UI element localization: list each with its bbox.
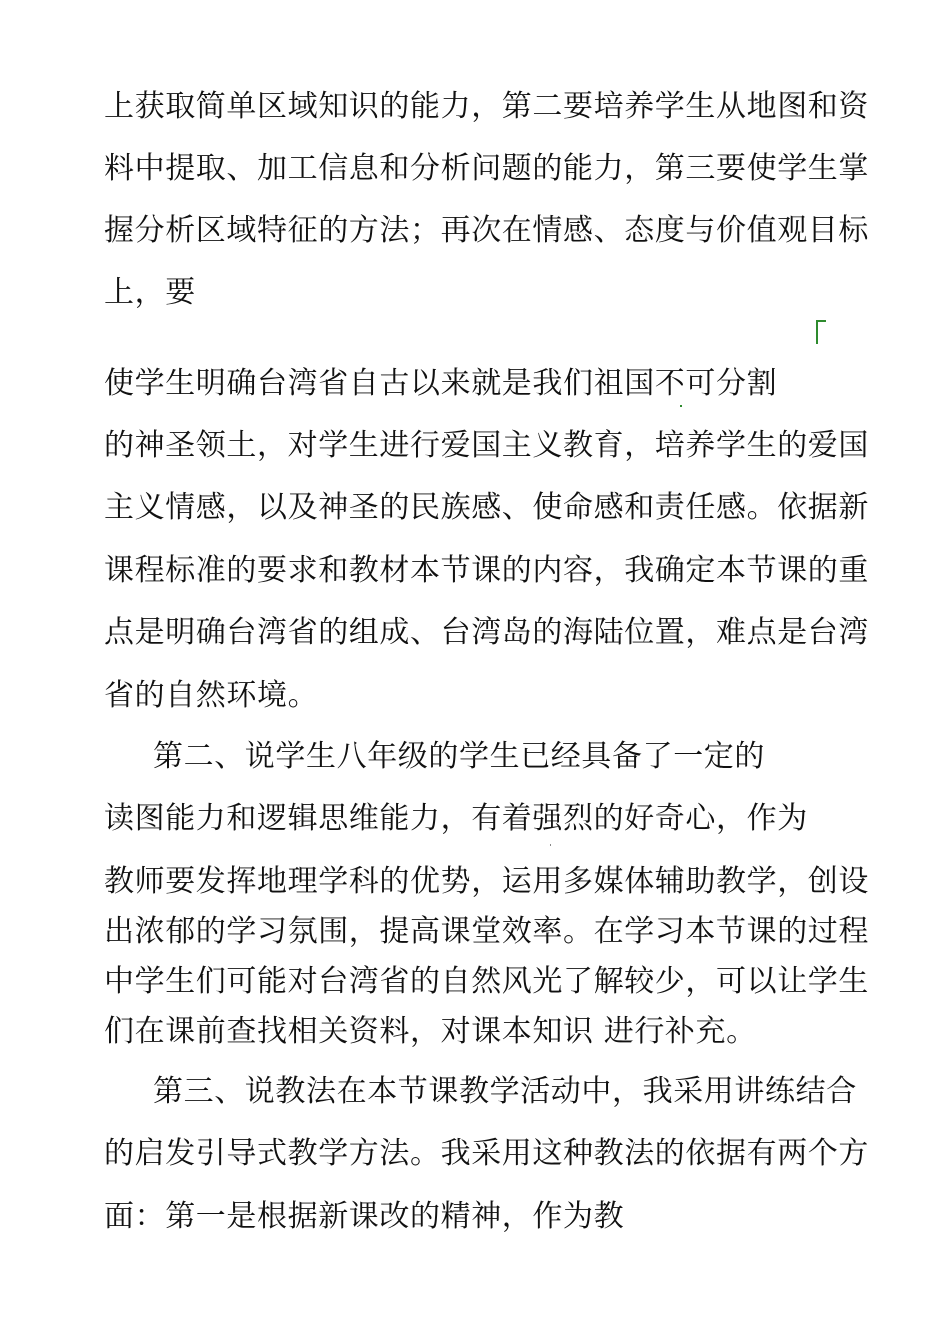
text-line: 料中提取、加工信息和分析问题的能力，第三要使学生掌 (104, 151, 869, 186)
text-line: 们在课前查找相关资料，对课本知识 进行补充。 (104, 1014, 757, 1049)
text-line: 读图能力和逻辑思维能力，有着强烈的好奇心，作为 (104, 801, 808, 836)
text-line: 握分析区域特征的方法；再次在情感、态度与价值观目标 (104, 213, 869, 248)
text-line: 的神圣领土，对学生进行爱国主义教育，培养学生的爱国 (104, 428, 869, 463)
corner-bracket-mark (816, 320, 826, 344)
text-line: 的启发引导式教学方法。我采用这种教法的依据有两个方 (104, 1136, 869, 1171)
text-line: 第三、说教法在本节课教学活动中，我采用讲练结合 (153, 1074, 857, 1109)
text-line: 上获取简单区域知识的能力，第二要培养学生从地图和资 (104, 89, 869, 124)
text-line: 教师要发挥地理学科的优势，运用多媒体辅助教学，创设 (104, 864, 869, 899)
text-line: 使学生明确台湾省自古以来就是我们祖国不可分割 (104, 366, 778, 401)
text-line: 省的自然环境。 (104, 678, 319, 713)
text-line: 点是明确台湾省的组成、台湾岛的海陆位置，难点是台湾 (104, 615, 869, 650)
text-line: 上，要 (104, 275, 196, 310)
dot-mark (680, 405, 682, 407)
text-line: 出浓郁的学习氛围，提高课堂效率。在学习本节课的过程 (104, 914, 869, 949)
text-line: 课程标准的要求和教材本节课的内容，我确定本节课的重 (104, 553, 869, 588)
text-line: 中学生们可能对台湾省的自然风光了解较少，可以让学生 (104, 964, 869, 999)
text-line: 面：第一是根据新课改的精神，作为教 (104, 1199, 625, 1234)
text-line: 第二、说学生八年级的学生已经具备了一定的 (153, 739, 765, 774)
text-line: 主义情感，以及神圣的民族感、使命感和责任感。依据新 (104, 490, 869, 525)
dot-mark (550, 844, 551, 846)
